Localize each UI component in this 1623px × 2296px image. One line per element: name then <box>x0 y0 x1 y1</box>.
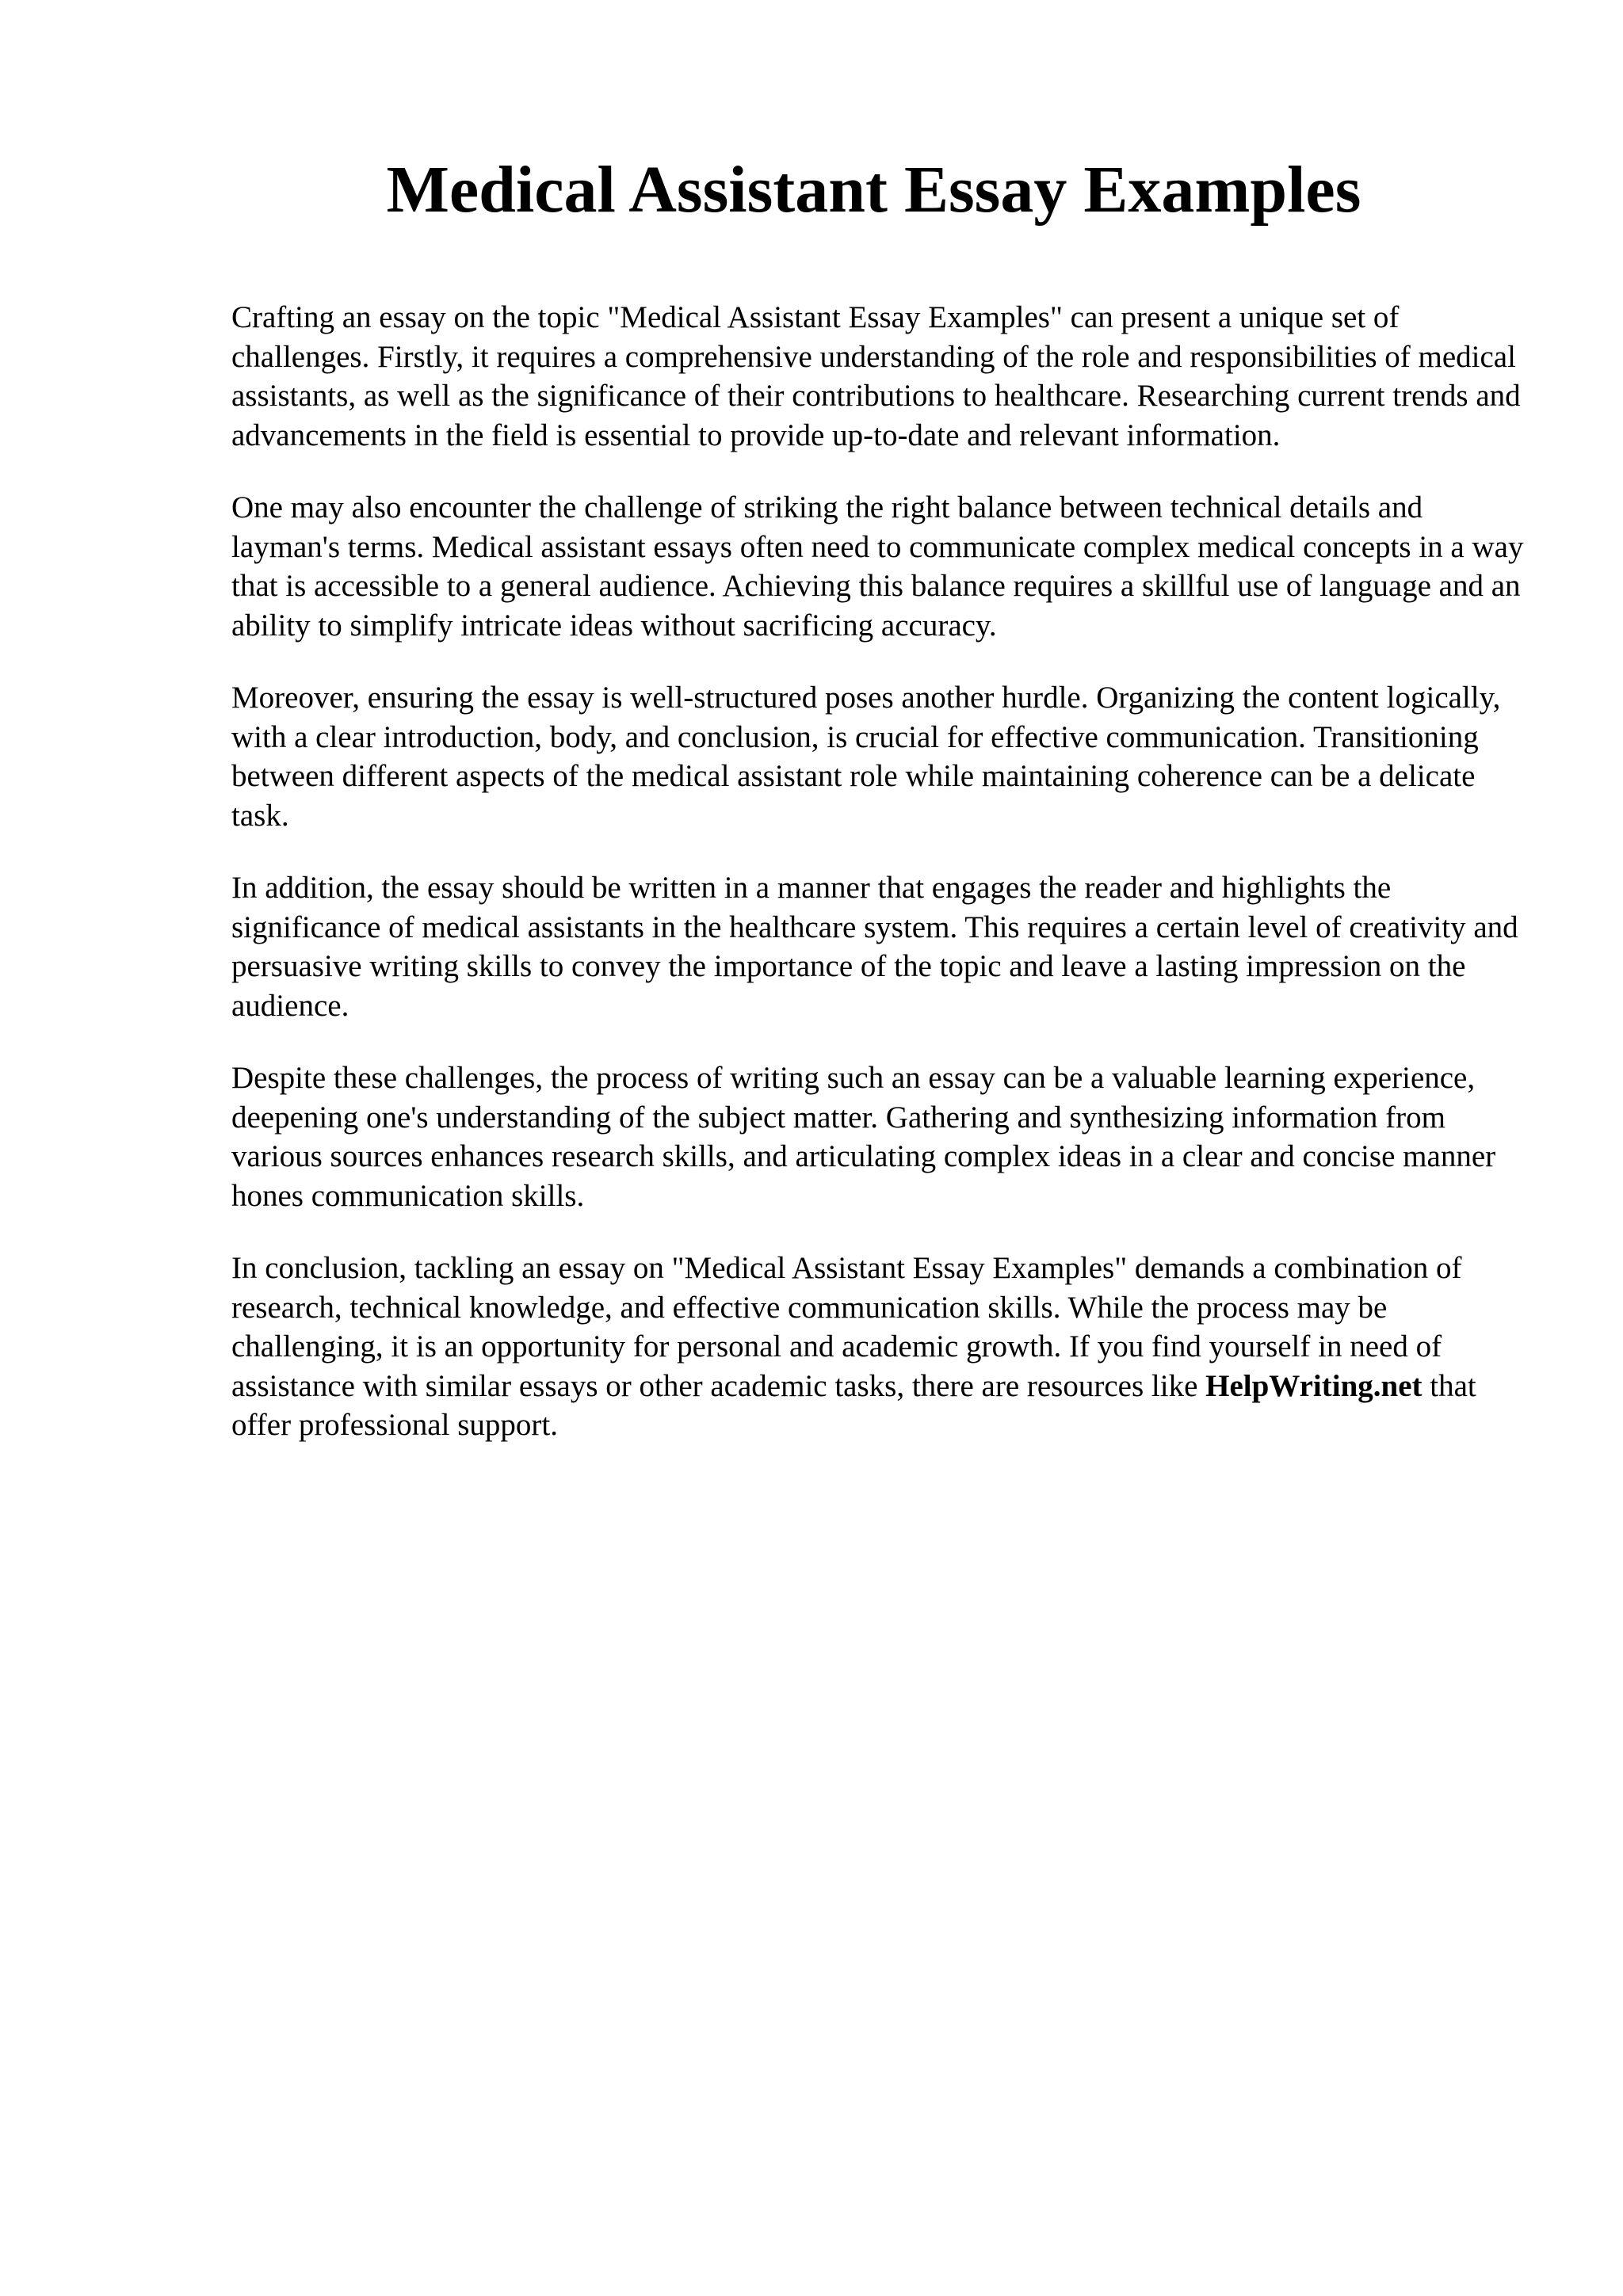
essay-body <box>231 298 1531 1478</box>
paragraph-intro: Crafting an essay on the topic "Medical Assistant Essay Examples" can present a unique set of challenges. Firstly, it requires a comprehensive understanding of the role and responsibilities of medical assistants, as well as the significance of their contributions to healthcare. Researching current trends and advancements in the field is essential to provide up-to-date and relevant information. <box>231 300 1521 452</box>
paragraph-learning: Despite these challenges, the process of writing such an essay can be a valuable learning experience, deepening one's understanding of the subject matter. Gathering and synthesizing information from various sources enhances research skills, and articulating complex ideas in a clear and concise manner hones communication skills. <box>231 1061 1496 1213</box>
page-title: Medical Assistant Essay Examples <box>386 153 1361 227</box>
paragraph-balance: One may also encounter the challenge of striking the right balance between technical details and layman's terms. Medical assistant essays often need to communicate complex medical concepts in a way that is accessible to a general audience. Achieving this balance requires a skillful use of language and an ability to simplify intricate ideas without sacrificing accuracy. <box>231 490 1524 643</box>
paragraph-conclusion <box>231 1249 1531 1445</box>
conclusion-tail: that offer professional support. <box>231 1368 1476 1442</box>
brand-name: HelpWriting.net <box>1205 1368 1423 1403</box>
paragraph-engagement: In addition, the essay should be written in a manner that engages the reader and highlights the significance of medical assistants in the healthcare system. This requires a certain level of creativity and persuasive writing skills to convey the importance of the topic and leave a lasting impression on the audience. <box>231 871 1518 1023</box>
paragraph-structure: Moreover, ensuring the essay is well-structured poses another hurdle. Organizing the content logically, with a clear introduction, body, and conclusion, is crucial for effective communication. Transitioning between different aspects of the medical assistant role while maintaining coherence can be a delicate task. <box>231 681 1501 833</box>
conclusion-text: In conclusion, tackling an essay on "Medical Assistant Essay Examples" demands a combination of research, technical knowledge, and effective communication skills. While the process may be challenging, it is an opportunity for personal and academic growth. If you find yourself in need of assistance with similar essays or other academic tasks, there are resources like <box>231 1251 1462 1403</box>
